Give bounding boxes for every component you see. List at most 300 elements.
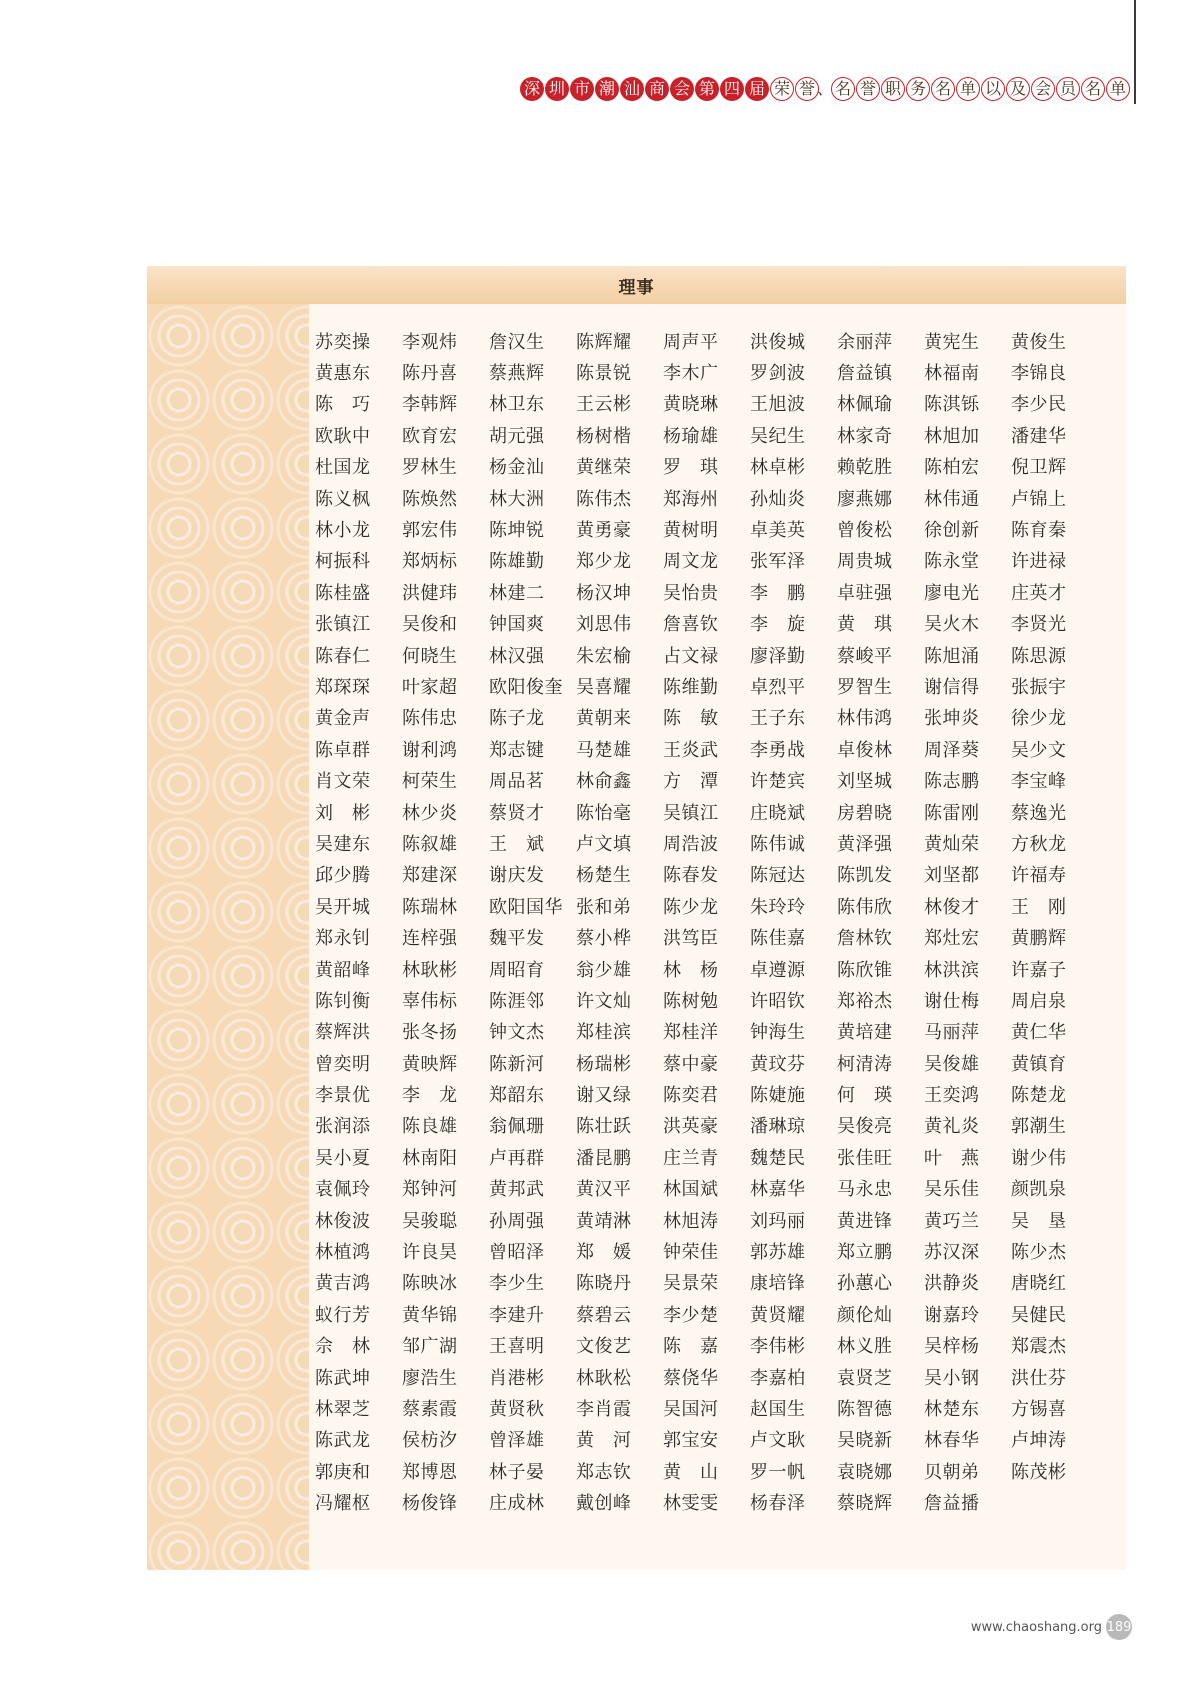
member-name: 杨瑜雄	[663, 425, 719, 447]
header-char: 以	[981, 77, 1005, 101]
member-name: 黄进锋	[837, 1210, 893, 1232]
member-name: 唐晓红	[1011, 1273, 1067, 1295]
member-name: 房碧晓	[837, 802, 893, 824]
member-name: 康培锋	[750, 1273, 806, 1295]
member-name: 吴健民	[1011, 1304, 1067, 1326]
member-name: 陈怡毫	[576, 802, 632, 824]
member-name: 黄惠东	[315, 363, 371, 385]
member-name: 吴梓杨	[924, 1336, 980, 1358]
page-number-badge: 189	[1106, 1614, 1132, 1640]
member-name: 郑炳标	[402, 551, 458, 573]
member-name: 杨汉坤	[576, 582, 632, 604]
member-name: 吴怡贵	[663, 582, 719, 604]
member-name: 许良昊	[402, 1242, 458, 1264]
member-name: 王子东	[750, 708, 806, 730]
member-name: 曾泽雄	[489, 1430, 545, 1452]
member-name: 郑少龙	[576, 551, 632, 573]
names-grid	[315, 325, 1105, 1518]
member-name: 罗一帆	[750, 1461, 806, 1483]
member-name: 陈伟忠	[402, 708, 458, 730]
member-name: 詹汉生	[489, 331, 545, 353]
member-name: 黄俊生	[1011, 331, 1067, 353]
member-name: 吴火木	[924, 614, 980, 636]
member-name: 欧阳俊奎	[489, 676, 563, 698]
member-name: 黄灿荣	[924, 833, 980, 855]
member-name: 罗剑波	[750, 363, 806, 385]
member-name: 李观炜	[402, 331, 458, 353]
member-name: 洪英豪	[663, 1116, 719, 1138]
header-char: 届	[745, 77, 769, 101]
member-name: 赵国生	[750, 1398, 806, 1420]
member-name: 李韩辉	[402, 394, 458, 416]
member-name: 郑永钊	[315, 928, 371, 950]
member-name: 罗 琪	[663, 457, 719, 479]
member-name: 许嘉子	[1011, 959, 1067, 981]
member-name: 陈晓丹	[576, 1273, 632, 1295]
member-name: 欧育宏	[402, 425, 458, 447]
member-name: 许楚宾	[750, 771, 806, 793]
member-name: 卢再群	[489, 1147, 545, 1169]
member-name: 苏汉深	[924, 1242, 980, 1264]
member-name: 郑震杰	[1011, 1336, 1067, 1358]
member-name: 许福寿	[1011, 865, 1067, 887]
member-name: 陈柏宏	[924, 457, 980, 479]
member-name: 潘昆鹏	[576, 1147, 632, 1169]
member-name: 李建升	[489, 1304, 545, 1326]
member-name: 庄兰青	[663, 1147, 719, 1169]
member-name: 陈雷刚	[924, 802, 980, 824]
member-name: 詹益镇	[837, 363, 893, 385]
member-name: 林小龙	[315, 520, 371, 542]
member-name: 谢庆发	[489, 865, 545, 887]
member-name: 刘玛丽	[750, 1210, 806, 1232]
member-name: 曾奕明	[315, 1053, 371, 1075]
member-name: 黄巧兰	[924, 1210, 980, 1232]
member-name: 黄树明	[663, 520, 719, 542]
member-name: 卓驻强	[837, 582, 893, 604]
header-char: 市	[570, 77, 594, 101]
member-name: 黄晓琳	[663, 394, 719, 416]
member-name: 魏楚民	[750, 1147, 806, 1169]
member-name: 郑琛琛	[315, 676, 371, 698]
member-name: 潘建华	[1011, 425, 1067, 447]
member-name: 翁少雄	[576, 959, 632, 981]
member-name: 陈树勉	[663, 990, 719, 1012]
header-char: 会	[1031, 77, 1055, 101]
website-link[interactable]: www.chaoshang.org	[970, 1619, 1102, 1635]
member-name: 黄贤秋	[489, 1398, 545, 1420]
member-name: 吴 垦	[1011, 1210, 1067, 1232]
member-name: 钟文杰	[489, 1022, 545, 1044]
member-name: 蔡碧云	[576, 1304, 632, 1326]
member-name: 方 潭	[663, 771, 719, 793]
member-name: 林雯雯	[663, 1493, 719, 1515]
member-name: 陈永堂	[924, 551, 980, 573]
member-name: 陈春发	[663, 865, 719, 887]
member-name: 郑裕杰	[837, 990, 893, 1012]
member-name: 郭庚和	[315, 1461, 371, 1483]
member-name: 孙蕙心	[837, 1273, 893, 1295]
header-char: 、	[817, 79, 834, 98]
member-name: 林卓彬	[750, 457, 806, 479]
member-name: 颜伦灿	[837, 1304, 893, 1326]
member-name: 林大洲	[489, 488, 545, 510]
member-name: 洪健玮	[402, 582, 458, 604]
member-name: 陈智德	[837, 1398, 893, 1420]
header-char: 汕	[620, 77, 644, 101]
member-name: 陈桂盛	[315, 582, 371, 604]
member-name: 钟国爽	[489, 614, 545, 636]
member-name: 郑海州	[663, 488, 719, 510]
member-name: 潘琳琼	[750, 1116, 806, 1138]
member-name: 陈伟诚	[750, 833, 806, 855]
member-name: 谢信得	[924, 676, 980, 698]
member-name: 陈涯邻	[489, 990, 545, 1012]
header-char: 荣	[770, 77, 794, 101]
member-name: 黄映辉	[402, 1053, 458, 1075]
member-name: 蔡辉洪	[315, 1022, 371, 1044]
member-name: 陈伟杰	[576, 488, 632, 510]
member-name: 陈维勤	[663, 676, 719, 698]
member-name: 陈伟欣	[837, 896, 893, 918]
header-char: 会	[670, 77, 694, 101]
member-name: 黄朝来	[576, 708, 632, 730]
member-name: 郭潮生	[1011, 1116, 1067, 1138]
member-name: 吴开城	[315, 896, 371, 918]
member-name: 王奕鸿	[924, 1085, 980, 1107]
member-name: 林家奇	[837, 425, 893, 447]
member-name: 吴俊雄	[924, 1053, 980, 1075]
member-name: 林嘉华	[750, 1179, 806, 1201]
member-name: 陈佳嘉	[750, 928, 806, 950]
member-name: 肖文荣	[315, 771, 371, 793]
header-char: 潮	[595, 77, 619, 101]
member-name: 詹益播	[924, 1493, 980, 1515]
member-name: 袁贤芝	[837, 1367, 893, 1389]
member-name: 许昭钦	[750, 990, 806, 1012]
header-char: 员	[1056, 77, 1080, 101]
member-name: 钟海生	[750, 1022, 806, 1044]
member-name: 陈冠达	[750, 865, 806, 887]
member-name: 黄 山	[663, 1461, 719, 1483]
member-name: 杨瑞彬	[576, 1053, 632, 1075]
member-name: 曾俊松	[837, 520, 893, 542]
member-name: 林卫东	[489, 394, 545, 416]
member-name: 郑 媛	[576, 1242, 632, 1264]
member-name: 李锦良	[1011, 363, 1067, 385]
member-name: 吴俊和	[402, 614, 458, 636]
member-name: 陈辉耀	[576, 331, 632, 353]
member-name: 罗林生	[402, 457, 458, 479]
member-name: 林子晏	[489, 1461, 545, 1483]
member-name: 黄 河	[576, 1430, 632, 1452]
member-name: 陈 敏	[663, 708, 719, 730]
member-name: 陈少龙	[663, 896, 719, 918]
member-name: 林俊波	[315, 1210, 371, 1232]
directors-panel	[147, 266, 1126, 1570]
member-name: 洪俊城	[750, 331, 806, 353]
member-name: 赖乾胜	[837, 457, 893, 479]
member-name: 孙灿炎	[750, 488, 806, 510]
member-name: 王旭波	[750, 394, 806, 416]
member-name: 周贵城	[837, 551, 893, 573]
member-name: 张镇江	[315, 614, 371, 636]
member-name: 袁晓娜	[837, 1461, 893, 1483]
member-name: 蔡贤才	[489, 802, 545, 824]
member-name: 卢文填	[576, 833, 632, 855]
member-name: 林楚东	[924, 1398, 980, 1420]
member-name: 陈旭涌	[924, 645, 980, 667]
member-name: 吴建东	[315, 833, 371, 855]
member-name: 黄贤耀	[750, 1304, 806, 1326]
member-name: 王云彬	[576, 394, 632, 416]
member-name: 刘思伟	[576, 614, 632, 636]
member-name: 林耿松	[576, 1367, 632, 1389]
member-name: 李宝峰	[1011, 771, 1067, 793]
member-name: 洪仕芬	[1011, 1367, 1067, 1389]
member-name: 黄 琪	[837, 614, 893, 636]
member-name: 陈景锐	[576, 363, 632, 385]
page-header-title	[520, 77, 1130, 101]
member-name: 郑志键	[489, 739, 545, 761]
member-name: 杨春泽	[750, 1493, 806, 1515]
member-name: 陈武坤	[315, 1367, 371, 1389]
member-name: 邹广湖	[402, 1336, 458, 1358]
member-name: 颜凯泉	[1011, 1179, 1067, 1201]
member-name: 许文灿	[576, 990, 632, 1012]
member-name: 林翠芝	[315, 1398, 371, 1420]
header-char: 誉	[795, 77, 819, 101]
member-name: 徐创新	[924, 520, 980, 542]
member-name: 黄吉鸿	[315, 1273, 371, 1295]
header-char: 单	[1106, 77, 1130, 101]
member-name: 陈 嘉	[663, 1336, 719, 1358]
member-name: 朱宏榆	[576, 645, 632, 667]
member-name: 李景优	[315, 1085, 371, 1107]
member-name: 林耿彬	[402, 959, 458, 981]
member-name: 陈凯发	[837, 865, 893, 887]
member-name: 周昭育	[489, 959, 545, 981]
member-name: 陈焕然	[402, 488, 458, 510]
member-name: 魏平发	[489, 928, 545, 950]
member-name: 蔡峻平	[837, 645, 893, 667]
member-name: 孙周强	[489, 1210, 545, 1232]
member-name: 苏奕操	[315, 331, 371, 353]
member-name: 袁佩玲	[315, 1179, 371, 1201]
member-name: 肖港彬	[489, 1367, 545, 1389]
member-name: 黄华锦	[402, 1304, 458, 1326]
member-name: 钟荣佳	[663, 1242, 719, 1264]
member-name: 陈奕君	[663, 1085, 719, 1107]
member-name: 黄金声	[315, 708, 371, 730]
member-name: 张坤炎	[924, 708, 980, 730]
member-name: 吴乐佳	[924, 1179, 980, 1201]
member-name: 郑博恩	[402, 1461, 458, 1483]
member-name: 林俞鑫	[576, 771, 632, 793]
member-name: 欧耿中	[315, 425, 371, 447]
member-name: 杨俊锋	[402, 1493, 458, 1515]
member-name: 郑建深	[402, 865, 458, 887]
member-name: 卢文耿	[750, 1430, 806, 1452]
member-name: 许进禄	[1011, 551, 1067, 573]
member-name: 张和弟	[576, 896, 632, 918]
member-name: 陈坤锐	[489, 520, 545, 542]
member-name: 侯枋汐	[402, 1430, 458, 1452]
member-name: 洪笃臣	[663, 928, 719, 950]
member-name: 徐少龙	[1011, 708, 1067, 730]
member-name: 周品茗	[489, 771, 545, 793]
member-name: 陈良雄	[402, 1116, 458, 1138]
member-name: 陈思源	[1011, 645, 1067, 667]
member-name: 连梓强	[402, 928, 458, 950]
member-name: 胡元强	[489, 425, 545, 447]
member-name: 林伟通	[924, 488, 980, 510]
member-name: 陈叙雄	[402, 833, 458, 855]
member-name: 王喜明	[489, 1336, 545, 1358]
member-name: 林 杨	[663, 959, 719, 981]
member-name: 陈雄勤	[489, 551, 545, 573]
member-name: 黄镇育	[1011, 1053, 1067, 1075]
member-name: 黄勇豪	[576, 520, 632, 542]
member-name: 郑钟河	[402, 1179, 458, 1201]
member-name: 林义胜	[837, 1336, 893, 1358]
member-name: 廖电光	[924, 582, 980, 604]
panel-title: 理事	[147, 266, 1126, 304]
member-name: 詹林钦	[837, 928, 893, 950]
member-name: 郑韶东	[489, 1085, 545, 1107]
member-name: 张振宇	[1011, 676, 1067, 698]
member-name: 陈志鹏	[924, 771, 980, 793]
header-char: 第	[695, 77, 719, 101]
member-name: 周泽葵	[924, 739, 980, 761]
member-name: 刘 彬	[315, 802, 371, 824]
member-name: 吴纪生	[750, 425, 806, 447]
member-name: 张佳旺	[837, 1147, 893, 1169]
member-name: 王炎武	[663, 739, 719, 761]
member-name: 李伟彬	[750, 1336, 806, 1358]
header-char: 誉	[856, 77, 880, 101]
member-name: 黄礼炎	[924, 1116, 980, 1138]
member-name: 林春华	[924, 1430, 980, 1452]
header-char: 四	[720, 77, 744, 101]
member-name: 蔡素霞	[402, 1398, 458, 1420]
member-name: 何晓生	[402, 645, 458, 667]
member-name: 吴少文	[1011, 739, 1067, 761]
member-name: 林旭加	[924, 425, 980, 447]
member-name: 黄仁华	[1011, 1022, 1067, 1044]
member-name: 柯振科	[315, 551, 371, 573]
member-name: 林俊才	[924, 896, 980, 918]
member-name: 庄成林	[489, 1493, 545, 1515]
member-name: 陈春仁	[315, 645, 371, 667]
member-name: 吴小夏	[315, 1147, 371, 1169]
member-name: 欧阳国华	[489, 896, 563, 918]
member-name: 李木广	[663, 363, 719, 385]
member-name: 吴景荣	[663, 1273, 719, 1295]
member-name: 黄培建	[837, 1022, 893, 1044]
margin-rule	[1134, 0, 1136, 104]
member-name: 廖泽勤	[750, 645, 806, 667]
member-name: 翁佩珊	[489, 1116, 545, 1138]
member-name: 陈钊衡	[315, 990, 371, 1012]
member-name: 李 龙	[402, 1085, 458, 1107]
member-name: 陈婕施	[750, 1085, 806, 1107]
header-char: 深	[520, 77, 544, 101]
member-name: 柯清涛	[837, 1053, 893, 1075]
member-name: 吴国河	[663, 1398, 719, 1420]
member-name: 吴骏聪	[402, 1210, 458, 1232]
member-name: 陈子龙	[489, 708, 545, 730]
member-name: 陈淇铄	[924, 394, 980, 416]
page-footer	[971, 1614, 1132, 1640]
member-name: 卢坤涛	[1011, 1430, 1067, 1452]
header-char: 圳	[545, 77, 569, 101]
header-char: 及	[1006, 77, 1030, 101]
member-name: 李嘉柏	[750, 1367, 806, 1389]
member-name: 卢锦上	[1011, 488, 1067, 510]
member-name: 林南阳	[402, 1147, 458, 1169]
member-name: 郑桂滨	[576, 1022, 632, 1044]
member-name: 周浩波	[663, 833, 719, 855]
member-name: 林佩瑜	[837, 394, 893, 416]
member-name: 郭宏伟	[402, 520, 458, 542]
member-name: 蔡燕辉	[489, 363, 545, 385]
member-name: 陈武龙	[315, 1430, 371, 1452]
member-name: 李少民	[1011, 394, 1067, 416]
member-name: 朱玲玲	[750, 896, 806, 918]
member-name: 陈丹喜	[402, 363, 458, 385]
member-name: 周文龙	[663, 551, 719, 573]
member-name: 余丽萍	[837, 331, 893, 353]
member-name: 邱少腾	[315, 865, 371, 887]
member-name: 曾昭泽	[489, 1242, 545, 1264]
member-name: 吴晓新	[837, 1430, 893, 1452]
member-name: 王 刚	[1011, 896, 1067, 918]
member-name: 黄邦武	[489, 1179, 545, 1201]
member-name: 李少楚	[663, 1304, 719, 1326]
member-name: 倪卫辉	[1011, 457, 1067, 479]
member-name: 陈育秦	[1011, 520, 1067, 542]
member-name: 陈义枫	[315, 488, 371, 510]
member-name: 郑灶宏	[924, 928, 980, 950]
member-name: 林福南	[924, 363, 980, 385]
member-name: 林国斌	[663, 1179, 719, 1201]
member-name: 林洪滨	[924, 959, 980, 981]
member-name: 陈茂彬	[1011, 1461, 1067, 1483]
member-name: 周声平	[663, 331, 719, 353]
header-char: 商	[645, 77, 669, 101]
member-name: 叶家超	[402, 676, 458, 698]
member-name: 李肖霞	[576, 1398, 632, 1420]
member-name: 郑立鹏	[837, 1242, 893, 1264]
member-name: 黄继荣	[576, 457, 632, 479]
member-name: 张润添	[315, 1116, 371, 1138]
member-name: 蔡逸光	[1011, 802, 1067, 824]
member-name: 马丽萍	[924, 1022, 980, 1044]
member-name: 吴小钢	[924, 1367, 980, 1389]
member-name: 林旭涛	[663, 1210, 719, 1232]
member-name: 陈楚龙	[1011, 1085, 1067, 1107]
member-name: 陈壮跃	[576, 1116, 632, 1138]
member-name: 蚁行芳	[315, 1304, 371, 1326]
member-name: 戴创峰	[576, 1493, 632, 1515]
member-name: 林汉强	[489, 645, 545, 667]
member-name: 卓俊林	[837, 739, 893, 761]
member-name: 陈 巧	[315, 394, 371, 416]
member-name: 卓烈平	[750, 676, 806, 698]
member-name: 冯耀枢	[315, 1493, 371, 1515]
member-name: 马楚雄	[576, 739, 632, 761]
